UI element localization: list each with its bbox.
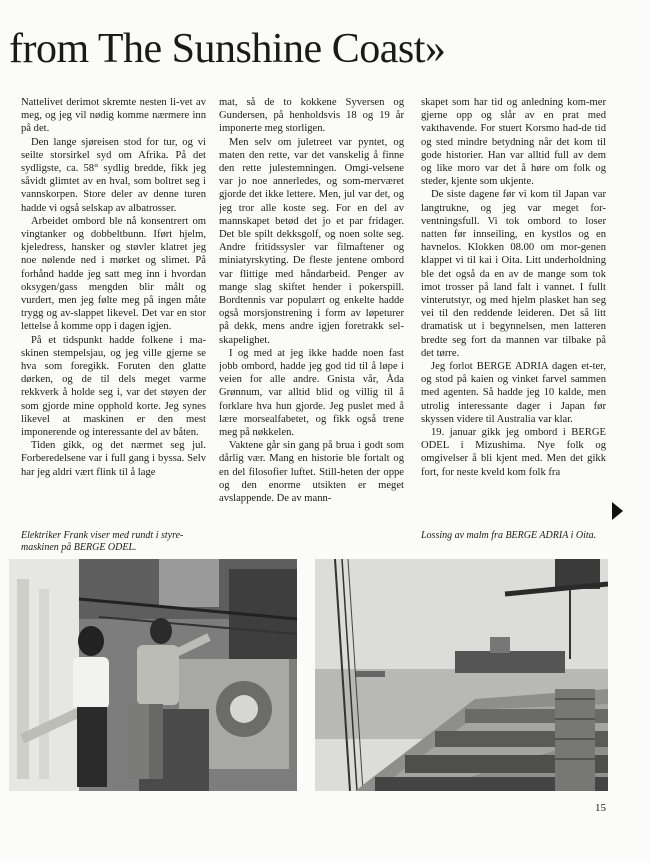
text-column-1 (21, 96, 206, 522)
paragraph: Men selv om juletreet var pyntet, og maten den rette, var det vanskelig å finne den rette julestemningen. Omgi-velsene var jo noe annerledes, og som-merværet gjorde det ikke lettere. Men, jul var det, og jeg tror alle koste seg. For en del av mannskapet betød det jo et par fridager. Det ble spilt dekksgolf, og noen solte seg. Andre fritidssysler var filmaftener og miniatyrskyting. De fleste jentene ombord var flittige med håndarbeid. Penger av mange slag skiftet hender i pokerspill. Bordtennis var populært og enkelte hadde også morsjonstrening i form av løpeturer på dekk, mens andre igjen foretrakk sel-skapelighet. (219, 136, 404, 346)
photo-engine-room (9, 559, 297, 791)
paragraph: Tiden gikk, og det nærmet seg jul. Forberedelsene var i full gang i byssa. Selv har jeg aldri vært flink til å lage (21, 440, 206, 478)
paragraph: 19. januar gikk jeg ombord i BERGE ODEL i Mizushima. Nye folk og omgivelser å bli kjent med. Men det gikk fort, for neste kveld kom folk fra (421, 427, 606, 478)
paragraph: På et tidspunkt hadde folkene i ma-skinen stempelsjau, og jeg ville gjerne se hva som foregikk. Foruten den glatte dørken, og de til dels meget varme rekkverk å holde seg i, var det støyen der som gjorde mine opphold korte. Jeg synes likevel at maskinen er den mest imponerende og interessante del av båten. (21, 334, 206, 439)
paragraph: Vaktene går sin gang på brua i godt som dårlig vær. Mang en historie ble fortalt og en del filosofier luftet. Still-heten der oppe og den enorme utsikten er meget avslappende. De av mann- (219, 440, 404, 505)
paragraph: Jeg forlot BERGE ADRIA dagen et-ter, og stod på kaien og vinket farvel sammen med agenten. Så hadde jeg 10 kalde, men utrolig interessante dager i Japan før skyssen videre til Australia var klar. (421, 361, 606, 425)
paragraph: I og med at jeg ikke hadde noen fast jobb ombord, hadde jeg god tid til å løpe i veien for alle andre. Gnista vår, Åda Grønnum, var alltid blid og villig til å forklare hva hun gjorde. Jeg puslet med å lære morsealfabetet, og fikk også trene meg på nøkkelen. (219, 347, 404, 439)
text-column-3 (421, 96, 606, 522)
paragraph: De siste dagene før vi kom til Japan var langtrukne, og jeg var meget for-ventningsfull. Vi tok ombord to loser natten før innseiling, en kystlos og en havnelos. Klokken 08.00 om mor-genen klappet vi til kai i Oita. Litt underholdning ble det også da en av de mange som tok imot trosser på land falt i vannet. I fullt vinterutstyr, og med hjelm plasket han seg vei til den reddende leideren. Det så litt dramatisk ut i begynnelsen, men latteren bredte seg fort da mannen var tilbake på det tørre. (421, 189, 606, 359)
paragraph: Den lange sjøreisen stod for tur, og vi seilte storsirkel syd om Afrika. På det sydligste, ca. 58° sydlig bredde, fikk jeg såvidt glimtet av en hval, som boltret seg i vannskorpen. Store deler av denne turen hadde vi også selskap av albatrosser. (21, 136, 206, 214)
photo-caption-right: Lossing av malm fra BERGE ADRIA i Oita. (421, 530, 597, 541)
text-column-2 (219, 96, 404, 522)
continue-arrow-icon (612, 502, 623, 520)
paragraph: Nattelivet derimot skremte nesten li-vet av meg, og jeg vil nødig komme nærmere inn på det. (21, 97, 206, 135)
paragraph: Arbeidet ombord ble nå konsentrert om vingtanker og dobbeltbunn. Iført hjelm, kjeledress, hansker og støvler klatret jeg noe nølende ned i mørket og slimet. På forhånd hadde jeg satt meg inn i hvordan oksygen/gass mengden blir målt og vurdert, men jeg følte meg på ingen måte trygg og av-slappet likevel. Det var en stor lettelse å komme opp i dagen igjen. (21, 215, 206, 333)
headline: from The Sunshine Coast» (9, 26, 446, 72)
photo-harbour-unloading (315, 559, 608, 791)
paragraph: skapet som har tid og anledning kom-mer gjerne opp og slår av en prat med vakthavende. For stuert Korsmo had-de tid og sted mindre betydning når det kom til gode historier. Han var alltid full av dem og like moro var det å høre om folk og steder, kjente som ukjente. (421, 97, 606, 188)
paragraph: mat, så de to kokkene Syversen og Gundersen, på henholdsvis 18 og 19 år imponerte meg storligen. (219, 97, 404, 135)
page-number: 15 (595, 802, 606, 814)
photo-caption-left: Elektriker Frank viser med rundt i styre-maskinen på BERGE ODEL. (21, 530, 184, 553)
